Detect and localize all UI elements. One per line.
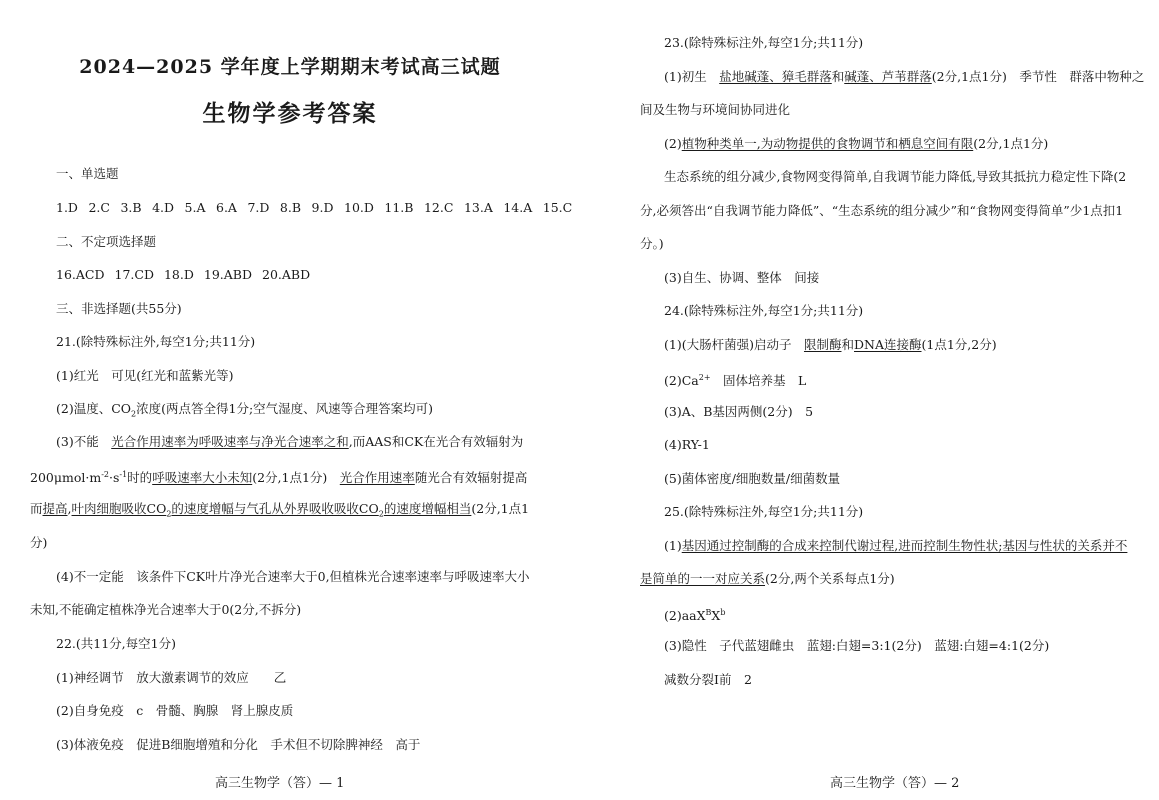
q21-answer-2: (2)温度、$CO_2$浓度(两点答全得1分;空气湿度、风速等合理答案均可) xyxy=(56,401,434,419)
right-page xyxy=(580,0,1159,800)
answer-item: 18.D xyxy=(163,267,194,282)
q21-answer-3-line-3: 而提高,叶肉细胞吸收$CO_2$的速度增幅与气孔从外界吸收吸收$CO_2$的速度增幅相当(2分,1点1 xyxy=(30,501,530,519)
answer-item: 7.D xyxy=(247,200,270,215)
section-1-answers xyxy=(56,200,583,216)
answer-item: 1.D xyxy=(56,200,78,215)
section-2-answers xyxy=(56,267,320,283)
answer-item: 9.D xyxy=(311,200,334,215)
answer-item: 5.A xyxy=(184,200,206,215)
q22-answer-2: (2)自身免疫 c 骨髓、胸腺 肾上腺皮质 xyxy=(56,703,294,718)
answer-item: 10.D xyxy=(344,200,374,215)
q25-heading: 25.(除特殊标注外,每空1分;共11分) xyxy=(664,504,864,519)
q22-answer-3: (3)体液免疫 促进B细胞增殖和分化 手术但不切除脾神经 高于 xyxy=(56,737,421,752)
answer-title: 生物学参考答案 xyxy=(202,100,378,127)
q24-answer-5: (5)菌体密度/细胞数量/细菌数量 xyxy=(664,471,841,486)
answer-item: 13.A xyxy=(463,200,493,215)
answer-item: 11.B xyxy=(384,200,414,215)
q23-answer-2-line-3: 分,必须答出“自我调节能力降低”、“生态系统的组分减少”和“食物网变得简单”少1点扣1 xyxy=(640,203,1124,218)
answer-item: 19.ABD xyxy=(203,267,252,282)
q25-answer-4: 减数分裂I前 2 xyxy=(664,672,752,687)
q21-heading: 21.(除特殊标注外,每空1分;共11分) xyxy=(56,334,256,349)
answer-item: 15.C xyxy=(542,200,573,215)
q25-answer-1-line-1: (1)基因通过控制酶的合成来控制代谢过程,进而控制生物性状;基因与性状的关系并不 xyxy=(664,538,1128,553)
q24-heading: 24.(除特殊标注外,每空1分;共11分) xyxy=(664,303,864,318)
q24-answer-1: (1)(大肠杆菌强)启动子 限制酶和DNA连接酶(1点1分,2分) xyxy=(664,337,997,352)
q21-answer-3-line-1: (3)不能 光合作用速率为呼吸速率与净光合速率之和,而AAS和CK在光合有效辐射为 xyxy=(56,434,524,449)
answer-item: 3.B xyxy=(120,200,142,215)
q23-answer-1-line-1: (1)初生 盐地碱蓬、獐毛群落和碱蓬、芦苇群落(2分,1点1分) 季节性 群落中物种之 xyxy=(664,69,1145,84)
q25-answer-2: $(2)aaX^BX^b$ xyxy=(664,608,726,624)
exam-title: 2024—2025 学年度上学期期末考试高三试题 xyxy=(79,56,501,78)
q23-answer-2-line-1: (2)植物种类单一,为动物提供的食物调节和栖息空间有限(2分,1点1分) xyxy=(664,136,1049,151)
q21-answer-4-line-1: (4)不一定能 该条件下CK叶片净光合速率大于0,但植株光合速率速率与呼吸速率大小 xyxy=(56,569,530,584)
q23-answer-1-line-2: 间及生物与环境间协同进化 xyxy=(640,102,791,117)
answer-item: 17.CD xyxy=(114,267,154,282)
page-footer-left: 高三生物学（答）— 1 xyxy=(215,776,345,791)
q22-answer-1: (1)神经调节 放大激素调节的效应 乙 xyxy=(56,670,287,685)
q24-answer-2: $(2)Ca^{2+}$ 固体培养基 L xyxy=(664,373,807,389)
answer-item: 12.C xyxy=(423,200,454,215)
q23-answer-2-line-4: 分。) xyxy=(640,236,664,251)
answer-item: 6.A xyxy=(216,200,237,215)
q23-answer-2-line-2: 生态系统的组分减少,食物网变得简单,自我调节能力降低,导致其抵抗力稳定性下降(2 xyxy=(664,169,1127,184)
q25-answer-1-line-2: 是简单的一一对应关系(2分,两个关系每点1分) xyxy=(640,571,895,586)
answer-item: 8.B xyxy=(279,200,302,215)
answer-item: 20.ABD xyxy=(262,267,311,282)
q23-answer-3: (3)自生、协调、整体 间接 xyxy=(664,270,820,285)
page-footer-right: 高三生物学（答）— 2 xyxy=(830,776,960,791)
section-3-heading: 三、非选择题(共55分) xyxy=(56,301,182,316)
q24-answer-4: (4)RY-1 xyxy=(664,437,710,452)
answer-item: 2.C xyxy=(88,200,110,215)
answer-item: 16.ACD xyxy=(56,267,105,282)
q21-answer-1: (1)红光 可见(红光和蓝紫光等) xyxy=(56,368,234,383)
section-1-heading: 一、单选题 xyxy=(56,166,119,181)
answer-item: 14.A xyxy=(503,200,533,215)
q21-answer-4-line-2: 未知,不能确定植株净光合速率大于0(2分,不拆分) xyxy=(30,602,302,617)
q21-answer-3-line-4: 分) xyxy=(30,535,48,550)
q23-heading: 23.(除特殊标注外,每空1分;共11分) xyxy=(664,35,864,50)
q25-answer-3: (3)隐性 子代蓝翅雌虫 蓝翅:白翅=3:1(2分) 蓝翅:白翅=4:1(2分) xyxy=(664,638,1050,653)
q22-heading: 22.(共11分,每空1分) xyxy=(56,636,176,651)
section-2-heading: 二、不定项选择题 xyxy=(56,234,157,249)
q21-answer-3-line-2: $200\mu mol\cdot m^{-2}\cdot s^{-1}$时的呼吸速率大小未知(2分,1点1分) 光合作用速率随光合有效辐射提高 xyxy=(30,470,528,486)
q24-answer-3: (3)A、B基因两侧(2分) 5 xyxy=(664,404,814,419)
answer-item: 4.D xyxy=(152,200,175,215)
